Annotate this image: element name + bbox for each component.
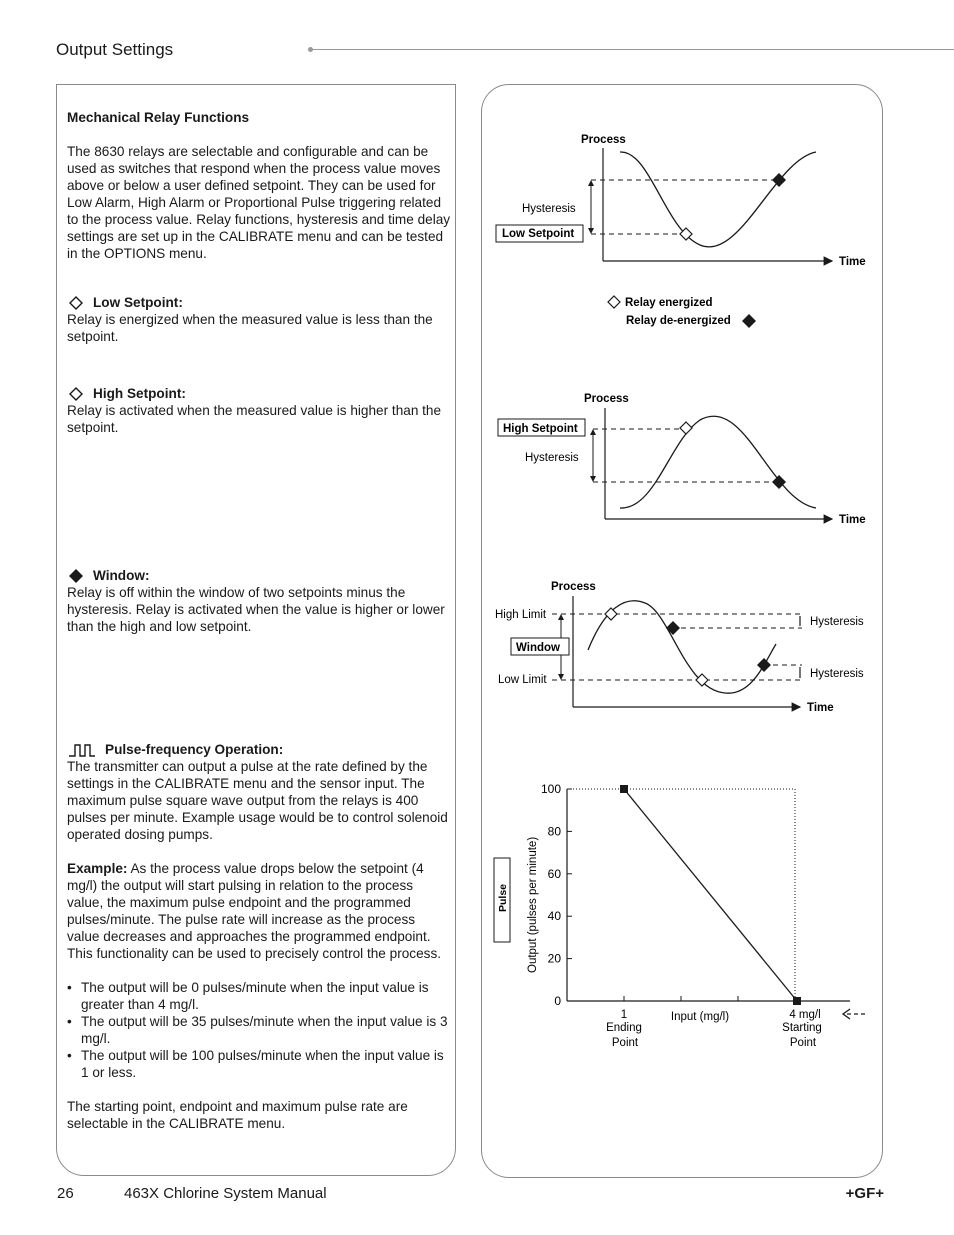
window-title: Window:: [93, 568, 150, 583]
manual-title: 463X Chlorine System Manual: [124, 1185, 327, 1202]
series-line: [624, 789, 797, 1001]
pulse-section: [67, 741, 451, 1132]
diamond-filled-icon: [67, 568, 85, 584]
page-number: 26: [57, 1185, 74, 1202]
low-setpoint-section: [67, 294, 451, 345]
intro-paragraph: The 8630 relays are selectable and configurable and can be used as switches that respond when the process value moves above or below a user defined setpoint. They can be used for Low Alarm, High Alarm or Proportional Pulse triggering related to the process value. Relay functions, hysteresis and time delay settings are set up in the CALIBRATE menu and can be tested in the OPTIONS menu.: [67, 144, 451, 261]
window-label: Window: [516, 642, 560, 654]
hysteresis-label-2: Hysteresis: [810, 668, 864, 680]
y-tick-label: 40: [547, 909, 561, 924]
window-diagram: [495, 581, 864, 714]
process-label: Process: [551, 581, 596, 593]
energized-marker: [696, 674, 708, 686]
x-axis-label: Input (mg/l): [670, 1011, 730, 1023]
high-setpoint-body: Relay is activated when the measured value is higher than the setpoint.: [67, 403, 442, 435]
y-tick-label: 20: [547, 951, 561, 966]
hysteresis-label: Hysteresis: [525, 452, 579, 464]
starting-label-2: Point: [789, 1037, 817, 1049]
hysteresis-label: Hysteresis: [522, 203, 576, 215]
energized-marker: [680, 422, 692, 434]
ending-label-2: Point: [611, 1037, 639, 1049]
low-setpoint-title: Low Setpoint:: [93, 295, 183, 310]
pulse-chart: [494, 782, 868, 1049]
low-setpoint-body: Relay is energized when the measured value is less than the setpoint.: [67, 312, 433, 344]
x-end-label: 4 mg/l: [789, 1009, 821, 1021]
example-text: As the process value drops below the setpoint (4 mg/l) the output will start pulsing in relation to the process value, the maximum pulse endpoint and the programmed pulses/minute. The pulse rate will increase as the process value decreases and approaches the programmed endpoint. This functionality can be used to precisely control the process.: [67, 861, 442, 961]
pulse-wave-icon: [67, 742, 97, 758]
y-axis-label: Output (pulses per minute): [527, 836, 539, 973]
list-item: • The output will be 0 pulses/minute when the input value is greater than 4 mg/l.: [67, 979, 451, 1013]
diamond-open-icon: [608, 296, 620, 308]
section-heading: Mechanical Relay Functions: [67, 110, 250, 125]
hysteresis-label-1: Hysteresis: [810, 616, 864, 628]
header-rule: [310, 49, 954, 50]
high-limit-label: High Limit: [495, 609, 547, 621]
legend-energized: Relay energized: [625, 297, 713, 309]
y-tick-label: 60: [547, 866, 561, 881]
process-curve: [620, 152, 816, 247]
example-label: Example:: [67, 861, 128, 876]
low-setpoint-label: Low Setpoint: [502, 228, 575, 240]
process-label: Process: [581, 134, 626, 146]
relay-legend: [608, 296, 756, 328]
list-item: • The output will be 35 pulses/minute when the input value is 3 mg/l.: [67, 1013, 451, 1047]
y-tick-label: 100: [540, 782, 561, 796]
energized-marker: [605, 608, 617, 620]
page-title: Output Settings: [56, 40, 174, 59]
window-section: [67, 567, 451, 635]
low-limit-label: Low Limit: [498, 674, 547, 686]
time-label: Time: [839, 256, 866, 268]
diamond-open-icon: [67, 295, 85, 311]
x-start-label: 1: [620, 1009, 628, 1021]
low-setpoint-diagram: [496, 134, 866, 268]
high-setpoint-label: High Setpoint: [503, 423, 578, 435]
starting-label-1: Starting: [782, 1022, 822, 1034]
data-point: [620, 785, 628, 793]
deenergized-marker: [666, 621, 680, 635]
high-setpoint-section: [67, 385, 451, 436]
intro-section: [67, 109, 451, 262]
gf-logo: +GF+: [845, 1185, 884, 1202]
pulse-side-label: Pulse: [497, 883, 509, 912]
high-setpoint-title: High Setpoint:: [93, 386, 186, 401]
closing-paragraph: The starting point, endpoint and maximum pulse rate are selectable in the CALIBRATE menu.: [67, 1099, 408, 1131]
deenergized-marker: [757, 658, 771, 672]
time-label: Time: [807, 702, 834, 714]
relay-diagrams: [481, 84, 883, 1178]
window-body: Relay is off within the window of two setpoints minus the hysteresis. Relay is activated when the value is higher or lower than the high and low setpoint.: [67, 585, 445, 634]
time-label: Time: [839, 514, 866, 526]
y-tick-label: 0: [554, 994, 561, 1008]
process-label: Process: [584, 393, 629, 405]
y-tick-label: 80: [547, 824, 561, 839]
pulse-title: Pulse-frequency Operation:: [105, 742, 284, 757]
legend-deenergized: Relay de-energized: [626, 315, 731, 327]
list-item: • The output will be 100 pulses/minute when the input value is 1 or less.: [67, 1047, 451, 1081]
example-paragraph: [67, 860, 451, 962]
pulse-bullets: [67, 979, 451, 1081]
diamond-open-icon: [67, 386, 85, 402]
high-setpoint-diagram: [498, 393, 866, 526]
ending-label-1: Ending: [606, 1022, 642, 1034]
diamond-filled-icon: [742, 314, 756, 328]
data-point: [793, 997, 801, 1005]
pulse-body: The transmitter can output a pulse at the rate defined by the settings in the CALIBRATE menu and the sensor input. The maximum pulse square wave output from the relays is 400 pulses per minute. Example usage would be to control solenoid operated dosing pumps.: [67, 759, 448, 842]
process-curve: [620, 416, 816, 508]
